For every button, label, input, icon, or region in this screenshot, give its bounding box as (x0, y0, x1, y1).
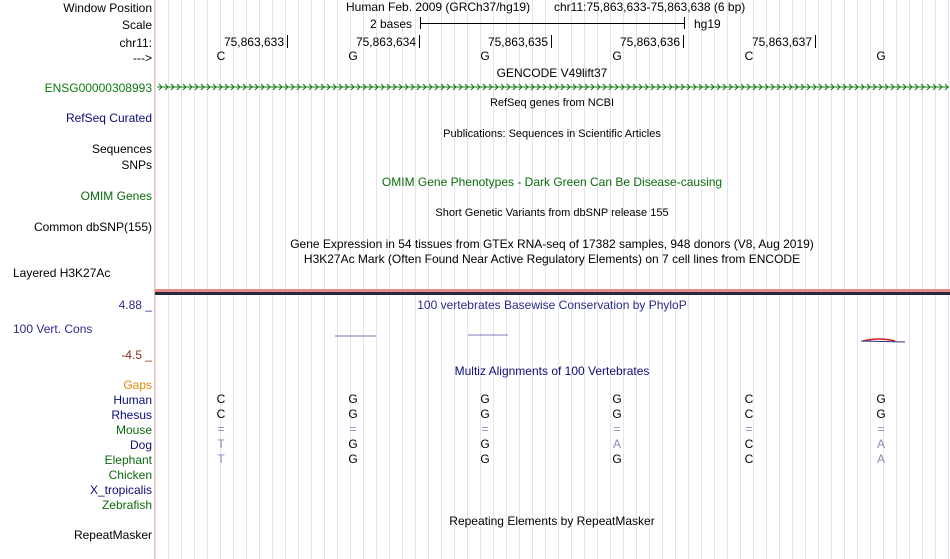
alignment-base: G (480, 452, 490, 466)
scale-label: Scale (121, 18, 152, 32)
gencode-gene-feature[interactable] (157, 81, 949, 93)
coordinate-tick (815, 35, 816, 48)
multiz-track-title: Multiz Alignments of 100 Vertebrates (454, 364, 650, 378)
alignment-base: G (348, 437, 358, 451)
publications-label[interactable]: Sequences (91, 142, 152, 156)
species-label-human[interactable]: Human (113, 393, 152, 407)
species-label-dog[interactable]: Dog (129, 438, 152, 452)
assembly-title: Human Feb. 2009 (GRCh37/hg19) (346, 0, 531, 14)
gtex-track-title: Gene Expression in 54 tissues from GTEx RNA-seq of 17382 samples, 948 donors (V8, Aug 2019) (290, 237, 814, 251)
alignment-base: G (612, 392, 622, 406)
refseq-track-title: RefSeq genes from NCBI (489, 97, 615, 109)
species-label-rhesus[interactable]: Rhesus (111, 408, 152, 422)
dbsnp-track-title: Short Genetic Variants from dbSNP release 155 (435, 207, 669, 219)
phylop-min-label: -4.5 _ (121, 348, 152, 362)
alignment-base: C (744, 437, 754, 451)
repeatmasker-track-title: Repeating Elements by RepeatMasker (449, 514, 655, 528)
alignment-base: G (612, 407, 622, 421)
track-label-column (0, 0, 155, 559)
reference-base: G (612, 49, 622, 63)
alignment-base: = (745, 422, 753, 436)
h3k27ac-signal-base[interactable] (155, 292, 950, 295)
alignment-base: G (876, 407, 886, 421)
alignment-base: A (876, 437, 886, 451)
position-title: chr11:75,863,633-75,863,638 (6 bp) (554, 0, 746, 14)
coordinate-tick (683, 35, 684, 48)
window-position-label: Window Position (63, 1, 152, 15)
strand-label: ---> (133, 51, 152, 65)
scale-bar-right-tick (684, 17, 685, 29)
species-label-elephant[interactable]: Elephant (104, 453, 152, 467)
alignment-base: = (481, 422, 489, 436)
publications-track-title: Publications: Sequences in Scientific Articles (443, 128, 661, 140)
gaps-label: Gaps (123, 378, 152, 392)
coordinate-tick (419, 35, 420, 48)
alignment-base: C (744, 452, 754, 466)
alignment-base: G (348, 407, 358, 421)
alignment-base: G (348, 392, 358, 406)
alignment-base: G (876, 392, 886, 406)
alignment-base: = (217, 422, 225, 436)
coordinate-tick (551, 35, 552, 48)
omim-track-title: OMIM Gene Phenotypes - Dark Green Can Be Disease-causing (381, 175, 723, 189)
scale-db-label: hg19 (694, 17, 721, 31)
alignment-base: = (349, 422, 357, 436)
alignment-base: G (480, 437, 490, 451)
dbsnp-label[interactable]: Common dbSNP(155) (33, 220, 152, 234)
reference-base: G (480, 49, 490, 63)
alignment-base: C (216, 392, 226, 406)
alignment-base: A (876, 452, 886, 466)
gridline (155, 0, 156, 559)
chrom-label: chr11: (119, 36, 152, 50)
alignment-base: A (612, 437, 622, 451)
reference-base: G (876, 49, 886, 63)
coordinate-tick (287, 35, 288, 48)
scale-bar-left-tick (420, 17, 421, 29)
coordinate-label: 75,863,637 (751, 35, 812, 49)
phylop-max-label: 4.88 _ (118, 298, 152, 312)
phylop-wiggle[interactable] (155, 330, 950, 346)
alignment-base: T (217, 452, 225, 466)
coordinate-label: 75,863,634 (355, 35, 416, 49)
species-label-x_tropicalis[interactable]: X_tropicalis (89, 483, 152, 497)
alignment-base: = (613, 422, 621, 436)
repeatmasker-label[interactable]: RepeatMasker (73, 528, 152, 542)
reference-base: C (744, 49, 754, 63)
alignment-base: C (216, 407, 226, 421)
reference-base: G (348, 49, 358, 63)
alignment-base: C (744, 407, 754, 421)
alignment-base: G (480, 407, 490, 421)
phylop-label[interactable]: 100 Vert. Cons (13, 322, 93, 336)
alignment-base: G (612, 452, 622, 466)
snps-label[interactable]: SNPs (121, 158, 152, 172)
alignment-base: G (480, 392, 490, 406)
gencode-track-title: GENCODE V49lift37 (496, 66, 608, 80)
alignment-base: T (217, 437, 225, 451)
species-label-chicken[interactable]: Chicken (108, 468, 152, 482)
species-label-zebrafish[interactable]: Zebrafish (101, 498, 152, 512)
omim-genes-label[interactable]: OMIM Genes (80, 189, 152, 203)
coordinate-label: 75,863,633 (223, 35, 284, 49)
h3k27ac-label[interactable]: Layered H3K27Ac (13, 266, 111, 280)
coordinate-label: 75,863,635 (487, 35, 548, 49)
scale-bar-text: 2 bases (370, 17, 413, 31)
refseq-curated-label[interactable]: RefSeq Curated (65, 111, 152, 125)
gencode-gene-label[interactable]: ENSG00000308993 (44, 81, 152, 95)
alignment-base: C (744, 392, 754, 406)
alignment-base: G (348, 452, 358, 466)
track-image-area[interactable] (155, 0, 950, 559)
phylop-track-title: 100 vertebrates Basewise Conservation by PhyloP (417, 298, 687, 312)
scale-bar (420, 23, 685, 24)
h3k27ac-track-title: H3K27Ac Mark (Often Found Near Active Regulatory Elements) on 7 cell lines from ENCODE (303, 252, 801, 266)
coordinate-label: 75,863,636 (619, 35, 680, 49)
species-label-mouse[interactable]: Mouse (115, 423, 152, 437)
reference-base: C (216, 49, 226, 63)
alignment-base: = (877, 422, 885, 436)
